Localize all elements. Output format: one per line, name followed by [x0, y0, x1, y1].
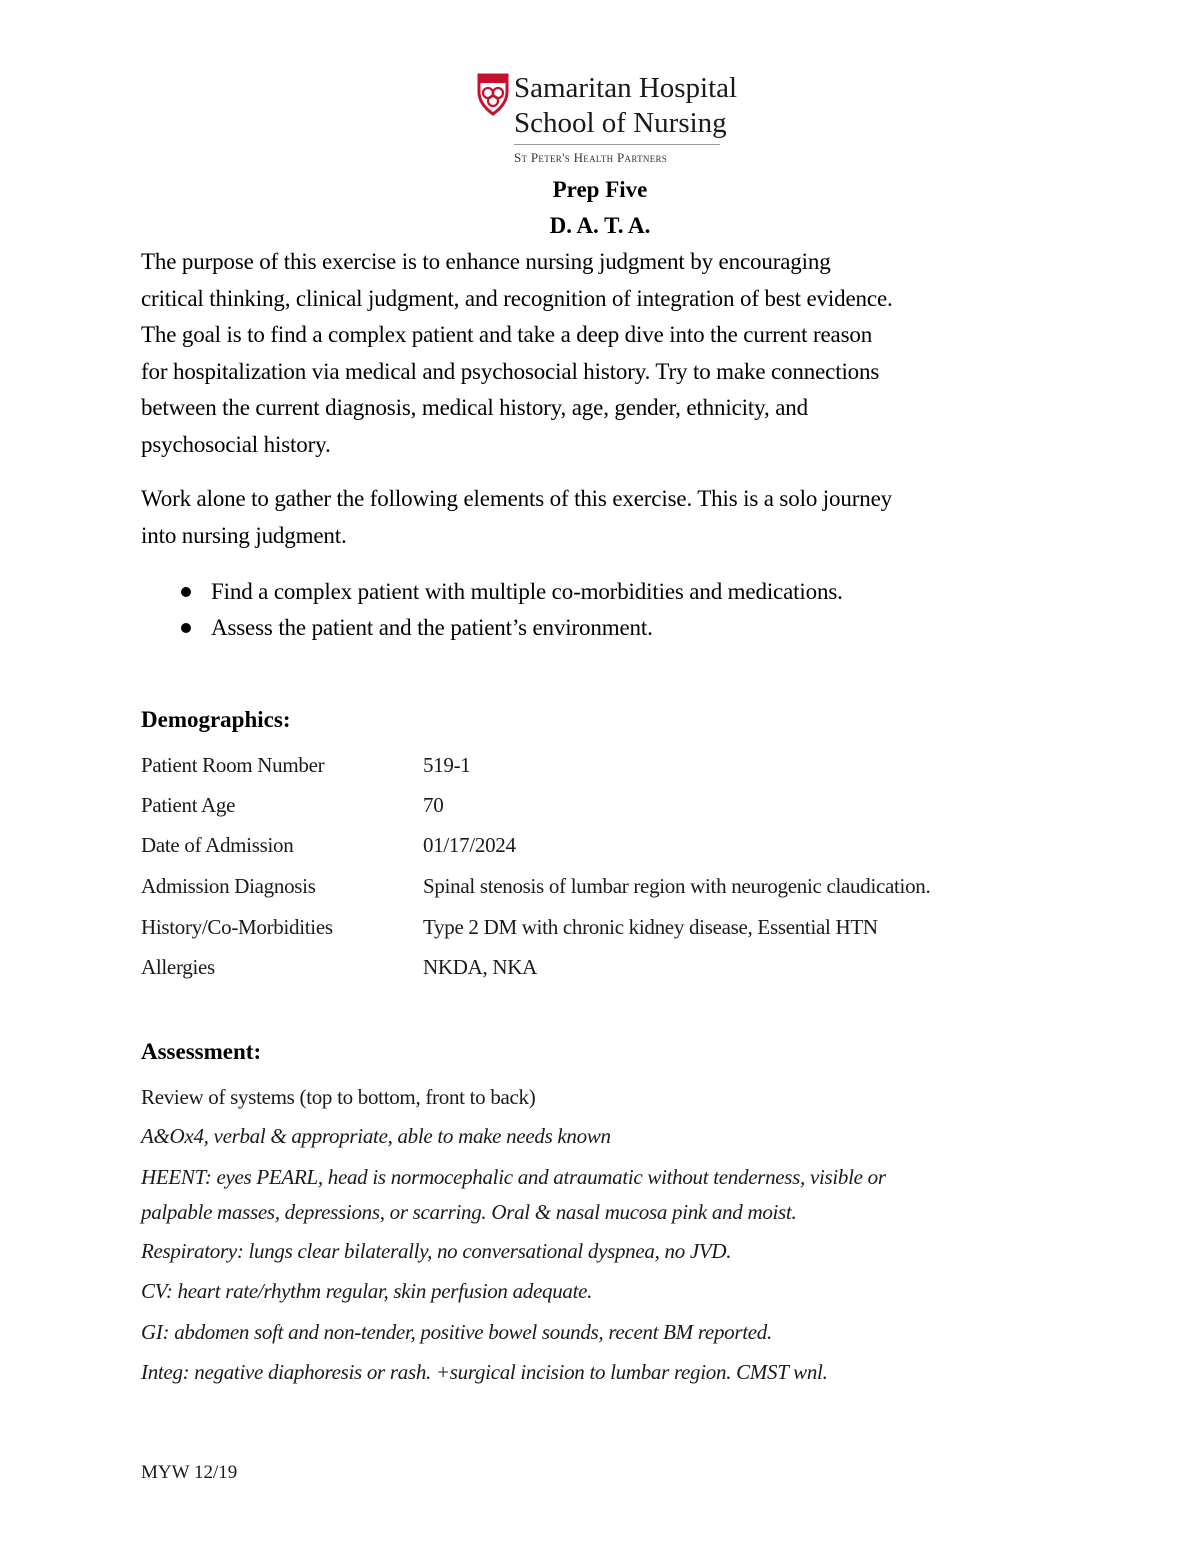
logo-divider [514, 144, 720, 145]
intro-line: critical thinking, clinical judgment, and recognition of integration of best evidence. [141, 285, 893, 311]
demographics-label: Patient Room Number [141, 753, 325, 777]
demographics-row [141, 750, 1071, 780]
assessment-intro: Review of systems (top to bottom, front to back) [141, 1085, 536, 1109]
bullet-item [141, 574, 1071, 610]
footer-version: MYW 12/19 [141, 1462, 238, 1483]
assessment-line: Integ: negative diaphoresis or rash. +surgical incision to lumbar region. CMST wnl. [141, 1360, 828, 1384]
bullet-dot-icon [181, 587, 191, 597]
logo-name-line2: School of Nursing [514, 107, 727, 139]
demographics-value: Type 2 DM with chronic kidney disease, Essential HTN [423, 915, 878, 939]
intro-line: The goal is to find a complex patient and take a deep dive into the current reason [141, 322, 873, 347]
assessment-line: A&Ox4, verbal & appropriate, able to make needs known [141, 1124, 611, 1148]
assessment-line: HEENT: eyes PEARL, head is normocephalic and atraumatic without tenderness, visible or [141, 1165, 886, 1189]
bullet-item [141, 610, 1071, 646]
demographics-label: Patient Age [141, 793, 236, 817]
demographics-value: 01/17/2024 [423, 833, 516, 857]
assessment-line: palpable masses, depressions, or scarring. Oral & nasal mucosa pink and moist. [141, 1200, 797, 1224]
intro-line: The purpose of this exercise is to enhance nursing judgment by encouraging [141, 249, 831, 274]
assessment-line: CV: heart rate/rhythm regular, skin perfusion adequate. [141, 1279, 593, 1303]
demographics-value: Spinal stenosis of lumbar region with neurogenic claudication. [423, 874, 931, 898]
demographics-row [141, 952, 1071, 982]
bullet-text: Assess the patient and the patient’s environment. [211, 615, 653, 640]
bullet-text: Find a complex patient with multiple co-morbidities and medications. [211, 579, 843, 604]
demographics-label: History/Co-Morbidities [141, 915, 333, 939]
demographics-row [141, 871, 1071, 901]
hospital-logo [476, 70, 738, 170]
demographics-value: NKDA, NKA [423, 955, 537, 979]
assessment-heading: Assessment: [141, 1039, 262, 1064]
logo-subtitle: St Peter's Health Partners [514, 150, 668, 165]
intro-line: psychosocial history. [141, 431, 331, 457]
document-title: Prep Five [552, 177, 648, 202]
demographics-value: 70 [423, 793, 444, 817]
task-bullet-list [141, 574, 1071, 646]
assessment-line: GI: abdomen soft and non-tender, positive bowel sounds, recent BM reported. [141, 1320, 772, 1344]
demographics-label: Allergies [141, 955, 215, 979]
demographics-value: 519-1 [423, 753, 471, 777]
demographics-heading: Demographics: [141, 707, 291, 732]
intro-line: between the current diagnosis, medical history, age, gender, ethnicity, and [141, 395, 808, 420]
shield-cross-icon [476, 72, 510, 116]
instructions-paragraph [141, 481, 1071, 554]
demographics-row [141, 790, 1071, 820]
logo-name-line1: Samaritan Hospital [514, 72, 738, 104]
intro-paragraph [141, 244, 1071, 463]
demographics-row [141, 912, 1071, 942]
demographics-row [141, 830, 1071, 860]
assessment-line: Respiratory: lungs clear bilaterally, no conversational dyspnea, no JVD. [141, 1239, 732, 1263]
document-subtitle: D. A. T. A. [549, 213, 651, 238]
instructions-line: Work alone to gather the following elements of this exercise. This is a solo journey [141, 486, 892, 511]
demographics-label: Date of Admission [141, 833, 294, 857]
demographics-label: Admission Diagnosis [141, 874, 316, 898]
bullet-dot-icon [181, 623, 191, 633]
instructions-line: into nursing judgment. [141, 522, 347, 548]
intro-line: for hospitalization via medical and psychosocial history. Try to make connections [141, 358, 880, 384]
